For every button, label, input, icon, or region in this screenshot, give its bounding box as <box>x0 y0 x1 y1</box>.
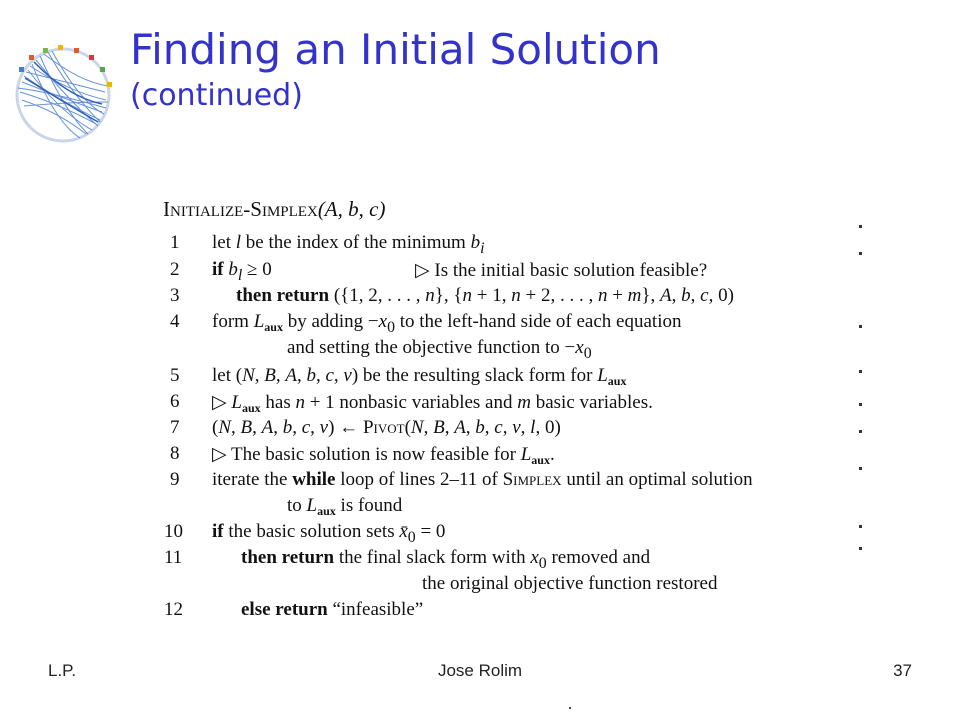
page-number: 37 <box>893 661 912 680</box>
line-text: iterate the while loop of lines 2–11 of Simplex until an optimal solution <box>212 469 753 490</box>
line-text: if the basic solution sets $x̄_0 = 0$ <box>212 521 446 546</box>
line-number: 3 <box>170 285 180 306</box>
slide-title: Finding an Initial Solution <box>130 25 661 74</box>
line-number: 5 <box>170 365 180 386</box>
line-text: else return “infeasible” <box>241 599 424 620</box>
code-line-9-continuation: to $L_{aux}$ is found <box>287 495 403 518</box>
footer-author: Jose Rolim <box>437 661 523 680</box>
line-number: 1 <box>170 232 180 253</box>
line-number: 7 <box>170 417 180 438</box>
line-text: let (N, B, A, b, c, v) be the resulting slack form for $L_{aux}$ <box>212 365 627 388</box>
line-number: 12 <box>164 599 183 620</box>
line-text: ▷ The basic solution is now feasible for $L_{aux}$. <box>212 444 555 467</box>
line-text: (N, B, A, b, c, v) ← Pivot(N, B, A, b, c, v, l, 0) <box>212 417 561 438</box>
line-number: 10 <box>164 521 183 542</box>
line-number: 8 <box>170 443 180 464</box>
line-comment: ▷ Is the initial basic solution feasible? <box>415 260 708 281</box>
procedure-header <box>163 197 385 222</box>
procedure-args: (A, b, c) <box>317 197 386 221</box>
line-number: 9 <box>170 469 180 490</box>
stray-dot <box>569 707 571 709</box>
scan-edge-artifacts <box>855 185 863 630</box>
line-number: 6 <box>170 391 180 412</box>
title-block <box>130 24 661 116</box>
line-text: ▷ $L_{aux}$ has n + 1 nonbasic variables and m basic variables. <box>212 392 653 415</box>
pseudocode-scan <box>150 185 863 630</box>
footer-left: L.P. <box>48 661 77 680</box>
logo-icon <box>10 42 116 148</box>
slide-subtitle: (continued) <box>130 78 303 113</box>
line-number: 2 <box>170 259 180 280</box>
line-text: form $L_{aux}$ by adding $-x_0$ to the left-hand side of each equation <box>212 311 682 336</box>
line-text: then return ({1, 2, . . . , n}, {n + 1, n + 2, . . . , n + m}, A, b, c, 0) <box>236 285 734 306</box>
line-text: if $b_l \ge 0$ <box>212 259 272 284</box>
line-number: 11 <box>164 547 183 568</box>
code-line-4-continuation: and setting the objective function to $-x_0$ <box>287 337 592 362</box>
line-text: let l be the index of the minimum $b_i$ <box>212 232 485 257</box>
procedure-name: Initialize-Simplex <box>163 197 318 221</box>
line-text: then return the final slack form with $x_0$ removed and <box>241 547 651 572</box>
line-number: 4 <box>170 311 180 332</box>
code-line-11-continuation: the original objective function restored <box>422 573 718 594</box>
